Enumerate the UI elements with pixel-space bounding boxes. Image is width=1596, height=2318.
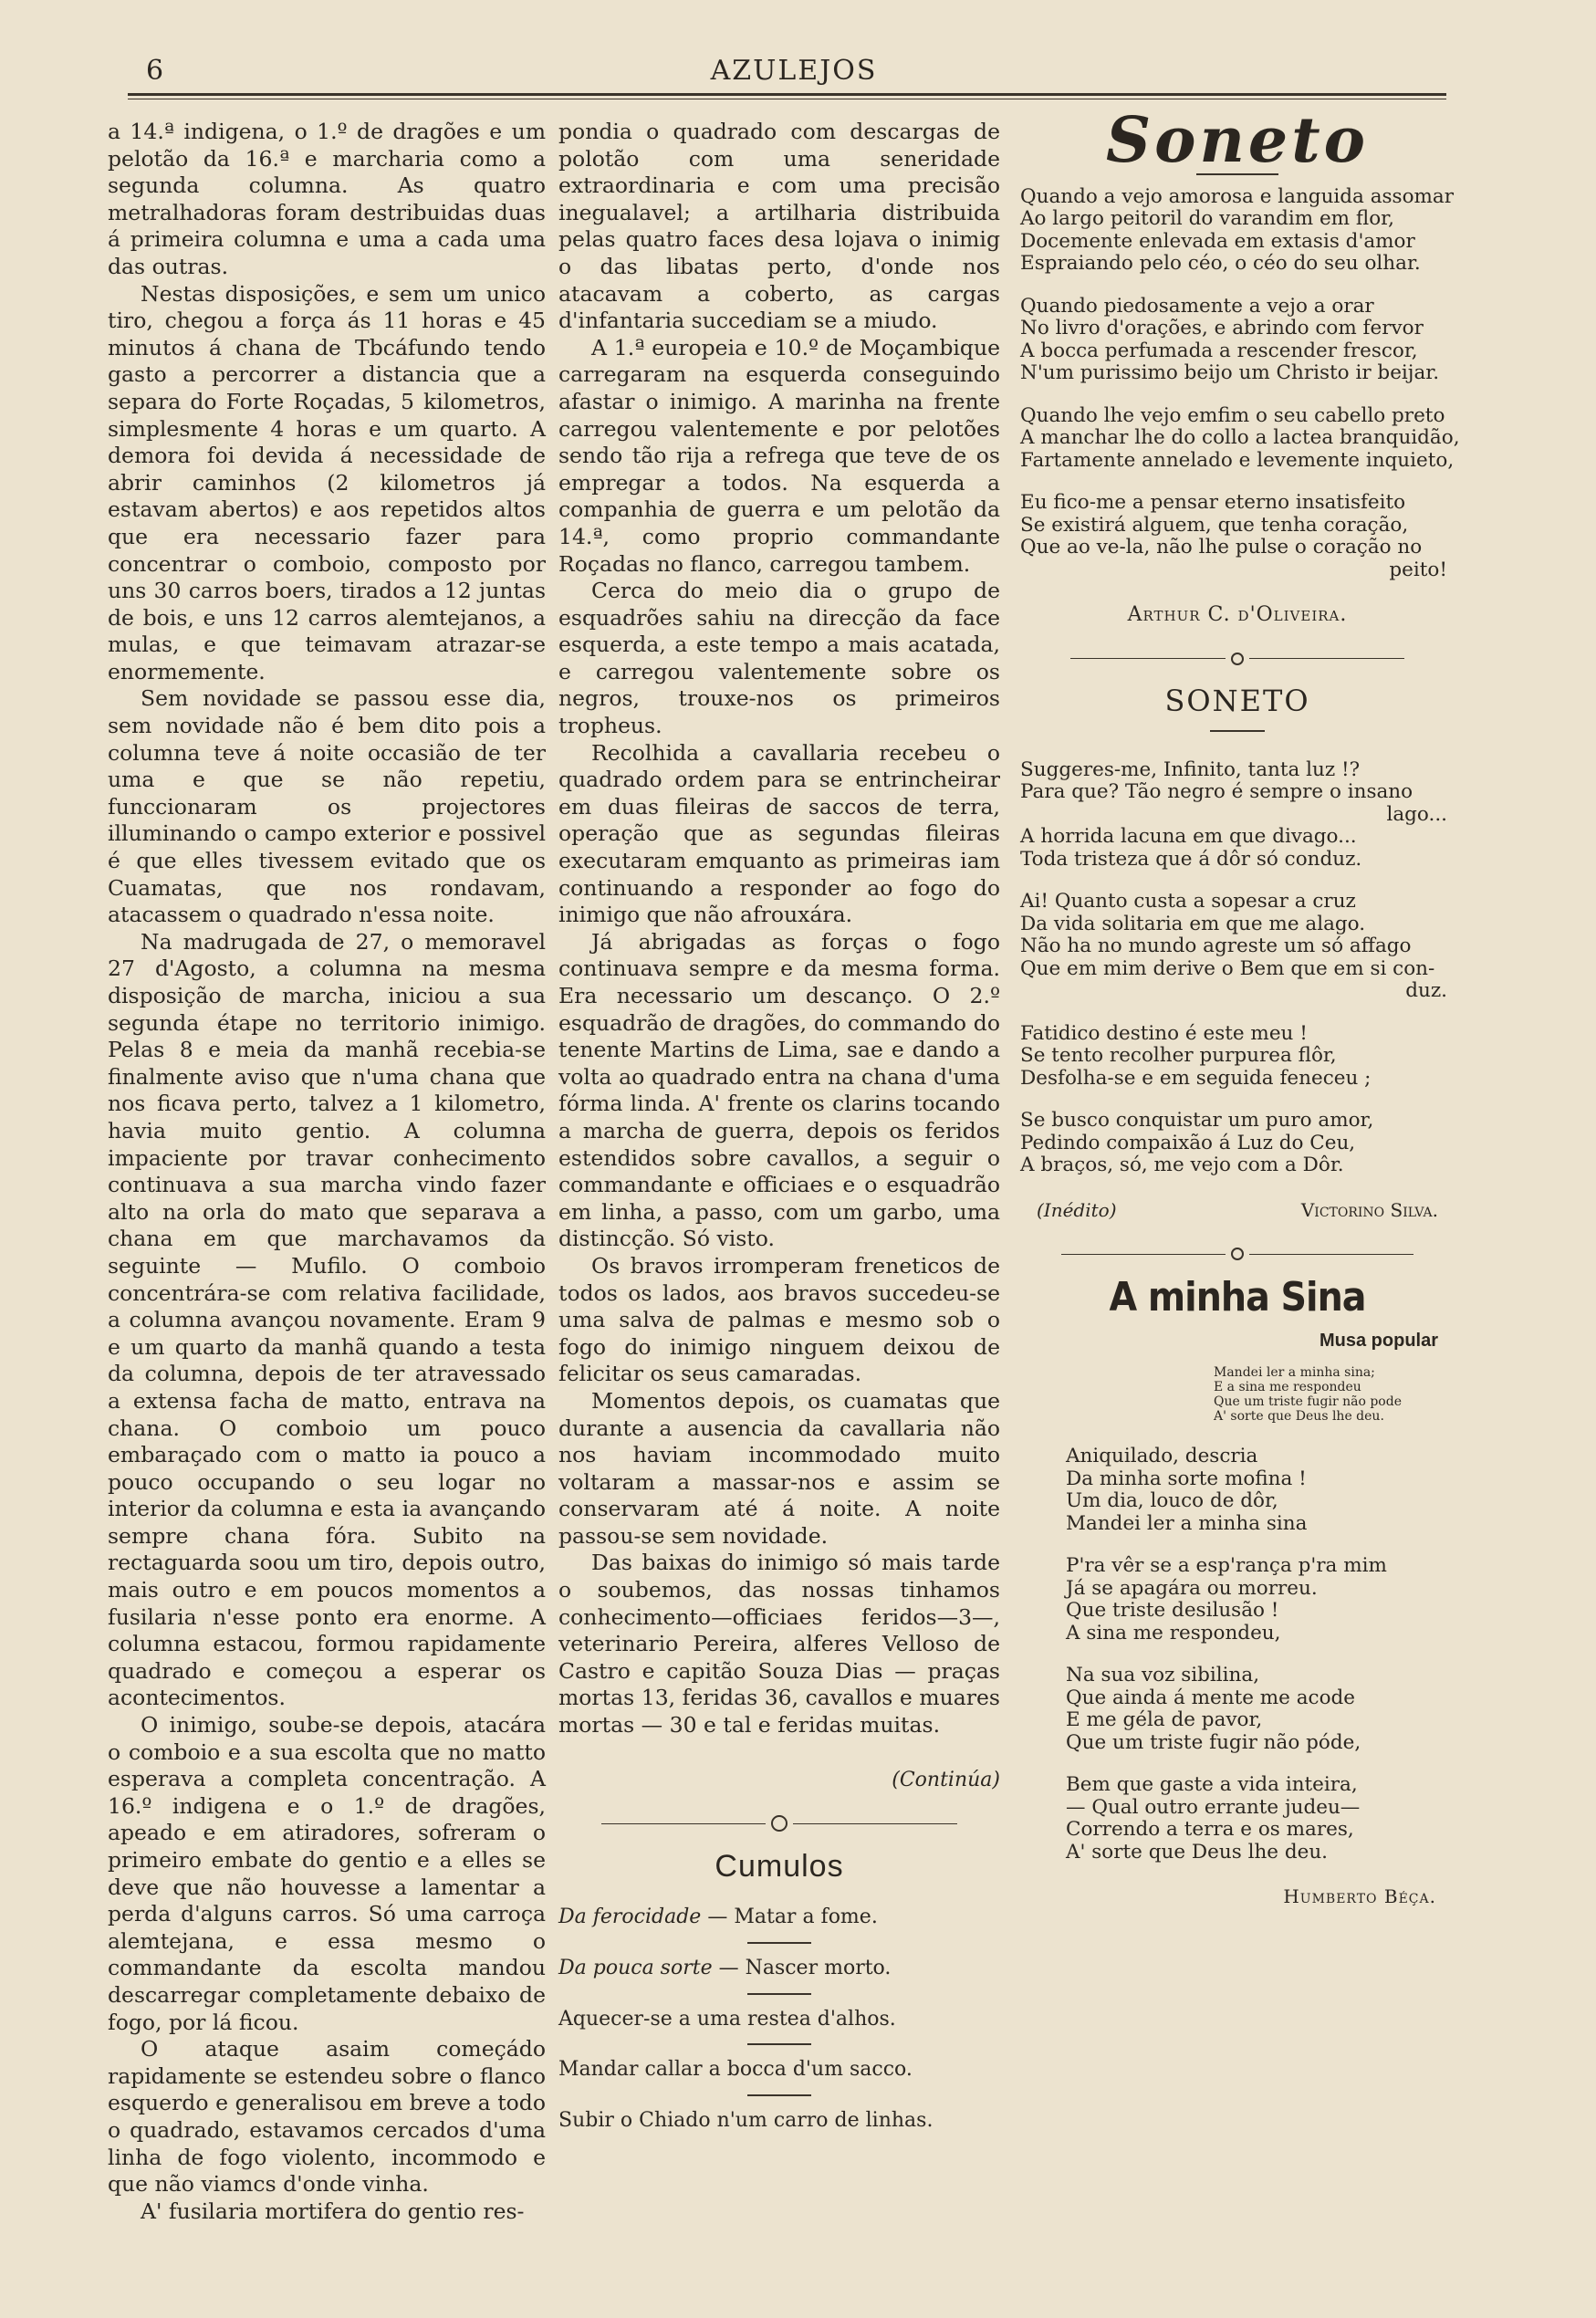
verse: Suggeres-me, Infinito, tanta luz !? xyxy=(1020,757,1361,781)
stanza xyxy=(1020,1110,1456,1177)
paragraph: Os bravos irromperam freneticos de todos os lados, aos bravos succedeu-se uma salva de palmas e mesmo sob o fogo do inimigo ninguem deixou de felicitar os seus camaradas. xyxy=(558,1252,1000,1387)
verse: Fatidico destino é este meu ! xyxy=(1020,1021,1308,1045)
verse: A sina me respondeu, xyxy=(1066,1621,1281,1645)
divider xyxy=(747,2043,811,2045)
verse: A manchar lhe do collo a lactea branquidão, xyxy=(1020,426,1460,450)
paragraph: pondia o quadrado com descargas de polotão com uma seneridade extraordinaria e com uma precisão inegualavel; a artilharia distribuida pelas quatro faces desa lojava o inimig o das libatas perto, d'onde nos atacavam a coberto, as cargas d'infantaria succediam se a miudo. xyxy=(558,119,1000,334)
stanza xyxy=(1066,1665,1456,1754)
verse: Que ao ve-la, não lhe pulse o coração no xyxy=(1020,536,1423,559)
article-column-1 xyxy=(108,119,546,2225)
paragraph: Na madrugada de 27, o memoravel 27 d'Agosto, a columna na mesma disposição de marcha, iniciou a sua segunda étape no territorio inimigo. Pelas 8 e meia da manhã recebia-se finalmente aviso que n'uma chana que nos ficava perto, talvez a 1 kilometro, havia muito gentio. A columna impaciente por travar conhecimento continuava a sua marcha vindo fazer alto na orla do mato que separava a chana em que marchavamos da seguinte — Mufilo. O comboio concentrára-se com relativa facilidade, a columna avançou novamente. Eram 9 e um quarto da manhã quando a testa da columna, depois de ter atravessado a extensa facha de matto, entrava na chana. O comboio um pouco embaraçado com o matto ia pouco a pouco occupando o seu logar no interior da columna e esta ia avançando sempre chana fóra. Subito na rectaguarda soou um tiro, depois outro, mais outro e em poucos momentos a fusilaria n'esse ponto era enorme. A columna estacou, formou rapidamente quadrado e começou a esperar os acontecimentos. xyxy=(108,928,546,1711)
cumulo-label: Da pouca sorte xyxy=(558,1957,713,1979)
verse: A bocca perfumada a rescender frescor, xyxy=(1020,339,1418,362)
verse: No livro d'orações, e abrindo com fervor xyxy=(1020,317,1424,340)
cumulo-item: Mandar callar a bocca d'um sacco. xyxy=(558,2058,913,2082)
divider xyxy=(747,1993,811,1995)
paragraph: Cerca do meio dia o grupo de esquadrões sahiu na direcção da face esquerda, a este tempo a mais acatada, e carregou valentemente sobre os negros, trouxe-nos os primeiros tropheus. xyxy=(558,578,1000,739)
verse: Quando lhe vejo emfim o seu cabello preto xyxy=(1020,403,1445,427)
stanza xyxy=(1020,403,1460,473)
section-divider xyxy=(1018,645,1456,673)
verse: Aniquilado, descria xyxy=(1066,1445,1258,1468)
stanza xyxy=(1066,1555,1456,1645)
verse: Eu fico-me a pensar eterno insatisfeito xyxy=(1020,491,1406,515)
verse: A horrida lacuna em que divago... xyxy=(1020,825,1357,849)
page-number: 6 xyxy=(146,55,164,87)
verse: Um dia, louco de dôr, xyxy=(1066,1489,1278,1513)
verse: Quando piedosamente a vejo a orar xyxy=(1020,294,1374,318)
cumulo-label: Da ferocidade xyxy=(558,1906,702,1929)
section-divider xyxy=(558,1810,1000,1837)
verse: — Qual outro errante judeu— xyxy=(1066,1795,1361,1819)
stanza xyxy=(1020,492,1456,581)
verse: duz. xyxy=(1405,979,1447,1003)
verse: Ai! Quanto custa a sopesar a cruz xyxy=(1020,890,1356,914)
paragraph: O ataque asaim começádo rapidamente se estendeu sobre o flanco esquerdo e generalisou em breve a todo o quadrado, estavamos cercados d'uma linha de fogo violento, incommodo e que não viamcs d'onde vinha. xyxy=(108,2036,546,2198)
verse: Docemente enlevada em extasis d'amor xyxy=(1020,229,1415,253)
verse: Correndo a terra e os mares, xyxy=(1066,1818,1354,1842)
page-header xyxy=(137,55,1451,91)
verse: Espraiando pelo céo, o céo do seu olhar. xyxy=(1020,252,1421,276)
verse: Mandei ler a minha sina xyxy=(1066,1511,1308,1535)
publication-title: AZULEJOS xyxy=(710,55,878,87)
stanza xyxy=(1066,1446,1456,1535)
poem-signature xyxy=(1037,1197,1438,1225)
paragraph: Das baixas do inimigo só mais tarde o soubemos, das nossas tinhamos conhecimento—officiaes feridos—3—, veterinario Pereira, alferes Velloso de Castro e capitão Souza Dias — praças mortas 13, feridas 36, cavallos e muares mortas — 30 e tal e feridas muitas. xyxy=(558,1550,1000,1738)
cumulos-heading: Cumulos xyxy=(715,1848,844,1884)
paragraph: Recolhida a cavallaria recebeu o quadrado ordem para se entrincheirar em duas fileiras de saccos de terra, operação que as segundas fileiras executaram emquanto as primeiras iam continuando a responder ao fogo do inimigo que não afrouxára. xyxy=(558,739,1000,928)
paragraph: Sem novidade se passou esse dia, sem novidade não é bem dito pois a columna teve á noite occasião de ter uma e que se não repetiu, funccionaram os projectores illuminando o campo exterior e possivel é que elles tivessem evitado que os Cuamatas, que nos rondavam, atacassem o quadrado n'essa noite. xyxy=(108,685,546,928)
stanza xyxy=(1020,759,1456,872)
stanza xyxy=(1066,1774,1456,1864)
epigraph-line: A' sorte que Deus lhe deu. xyxy=(1214,1409,1384,1425)
verse: E me géla de pavor, xyxy=(1066,1708,1263,1732)
verse: Não ha no mundo agreste um só affago xyxy=(1020,935,1412,958)
poetry-column xyxy=(1018,104,1460,1911)
cumulo-item: Aquecer-se a uma restea d'alhos. xyxy=(558,2007,896,2031)
verse: Quando a vejo amorosa e languida assomar xyxy=(1020,184,1455,208)
cumulo-text: — Matar a fome. xyxy=(701,1906,878,1929)
verse: Que ainda á mente me acode xyxy=(1066,1686,1356,1709)
cumulo-text: — Nascer morto. xyxy=(712,1957,892,1979)
paragraph: O inimigo, soube-se depois, atacára o comboio e a sua escolta que no matto esperava a completa concentração. A 16.º indigena e o 1.º de dragões, apeado e em atiradores, sofreram o primeiro embate do gentio e a elles se deve que não houvesse a lamentar a perda d'alguns carros. Só uma carroça alemtejana, e essa mesmo o commandante da escolta mandou descarregar completamente debaixo de fogo, por lá ficou. xyxy=(108,1712,546,2035)
stanza xyxy=(1020,296,1456,385)
stanza xyxy=(1020,1023,1456,1091)
stanza xyxy=(1020,891,1456,1003)
verse: Para que? Tão negro é sempre o insano xyxy=(1020,780,1413,804)
cumulo-item xyxy=(558,1955,1000,1982)
soneto-decorative-title: Soneto xyxy=(1106,104,1369,177)
epigraph-line: Que um triste fugir não pode xyxy=(1214,1394,1402,1410)
header-rule xyxy=(128,93,1446,96)
verse: Toda tristeza que á dôr só conduz. xyxy=(1020,847,1362,871)
verse: Já se apagára ou morreu. xyxy=(1066,1576,1318,1600)
divider xyxy=(747,1942,811,1944)
verse: Se busco conquistar um puro amor, xyxy=(1020,1109,1374,1133)
cumulo-item xyxy=(558,1904,1000,1931)
sina-heading: A minha Sina xyxy=(1109,1274,1366,1321)
unpublished-note: (Inédito) xyxy=(1037,1198,1117,1221)
verse: A' sorte que Deus lhe deu. xyxy=(1066,1840,1329,1864)
verse: Da vida solitaria em que me alago. xyxy=(1020,912,1366,935)
paragraph: Já abrigadas as forças o fogo continuava sempre e da mesma forma. Era necessario um descanço. O 2.º esquadrão de dragões, do commando do tenente Martins de Lima, sae e dando a volta ao quadrado entra na chana d'uma fórma linda. A' frente os clarins tocando a marcha de guerra, depois os feridos estendidos sobre cavallos, a seguir o commandante e officiaes e o esquadrão em linha, a passo, com um garbo, uma distincção. Só visto. xyxy=(558,928,1000,1252)
sina-poem xyxy=(1064,1446,1456,1864)
verse: Se existirá alguem, que tenha coração, xyxy=(1020,513,1409,537)
verse: Fartamente annelado e levemente inquieto, xyxy=(1020,448,1455,472)
verse: peito! xyxy=(1389,558,1447,581)
article-column-2 xyxy=(558,119,1000,2134)
verse: lago... xyxy=(1386,802,1447,826)
divider xyxy=(747,2094,811,2096)
paragraph: a 14.ª indigena, o 1.º de dragões e um pelotão da 16.ª e marcharia como a segunda columna. As quatro metralhadoras foram destribuidas duas á primeira columna e uma a cada uma das outras. xyxy=(108,119,546,279)
paragraph: Nestas disposições, e sem um unico tiro, chegou a força ás 11 horas e 45 minutos á chana de Tbcáfundo tendo gasto a percorrer a distancia que a separa do Forte Roçadas, 5 kilometros, simplesmente 4 horas e um quarto. A demora foi devida á necessidade de abrir caminhos (2 kilometros já estavam abertos) e aos repetidos altos que era necessario fazer para concentrar o comboio, composto por uns 30 carros boers, tirados a 12 juntas de bois, e uns 12 carros alemtejanos, a mulas, e que teimavam atrazar-se enormemente. xyxy=(108,280,546,684)
epigraph-line: E a sina me respondeu xyxy=(1214,1380,1361,1395)
poem-author: Victorino Silva. xyxy=(1300,1198,1438,1221)
verse: A braços, só, me vejo com a Dôr. xyxy=(1020,1154,1344,1177)
verse: Que triste desilusão ! xyxy=(1066,1599,1279,1623)
verse: Da minha sorte mofina ! xyxy=(1066,1467,1307,1490)
soneto-heading: SONETO xyxy=(1164,684,1310,719)
verse: Na sua voz sibilina, xyxy=(1066,1664,1260,1687)
verse: Se tento recolher purpurea flôr, xyxy=(1020,1044,1337,1068)
paragraph: A' fusilaria mortifera do gentio res- xyxy=(141,2198,525,2224)
verse: Bem que gaste a vida inteira, xyxy=(1066,1773,1358,1797)
paragraph: Momentos depois, os cuamatas que durante a ausencia da cavallaria não nos haviam incommodado muito voltaram a massar-nos e assim se conservaram até á noite. A noite passou-se sem novidade. xyxy=(558,1387,1000,1549)
verse: Ao largo peitoril do varandim em flor, xyxy=(1020,207,1394,231)
poem-author: Arthur C. d'Oliveira. xyxy=(1127,603,1348,627)
poem-author: Humberto Béça. xyxy=(1283,1885,1436,1908)
continued-note: (Continúa) xyxy=(892,1768,1000,1791)
verse: Desfolha-se e em seguida feneceu ; xyxy=(1020,1066,1372,1090)
epigraph-line: Mandei ler a minha sina; xyxy=(1214,1365,1375,1381)
sina-subtitle: Musa popular xyxy=(1319,1330,1438,1351)
verse: N'um purissimo beijo um Christo ir beijar. xyxy=(1020,361,1440,385)
cumulo-item: Subir o Chiado n'um carro de linhas. xyxy=(558,2108,934,2132)
verse: Que em mim derive o Bem que em si con- xyxy=(1020,956,1435,980)
verse: P'ra vêr se a esp'rança p'ra mim xyxy=(1066,1554,1387,1578)
divider xyxy=(1210,730,1265,732)
verse: Pedindo compaixão á Luz do Ceu, xyxy=(1020,1131,1356,1154)
epigraph xyxy=(1214,1365,1456,1424)
paragraph: A 1.ª europeia e 10.º de Moçambique carregaram na esquerda conseguindo afastar o inimigo. A marinha na frente carregou valentemente e por pelotões sendo tão rija a refrega que teve de os empregar a todos. Na esquerda a companhia de guerra e um pelotão da 14.ª, como proprio commandante Roçadas no flanco, carregou tambem. xyxy=(558,334,1000,577)
section-divider xyxy=(1018,1240,1456,1268)
verse: Que um triste fugir não póde, xyxy=(1066,1730,1361,1754)
stanza xyxy=(1020,186,1456,276)
